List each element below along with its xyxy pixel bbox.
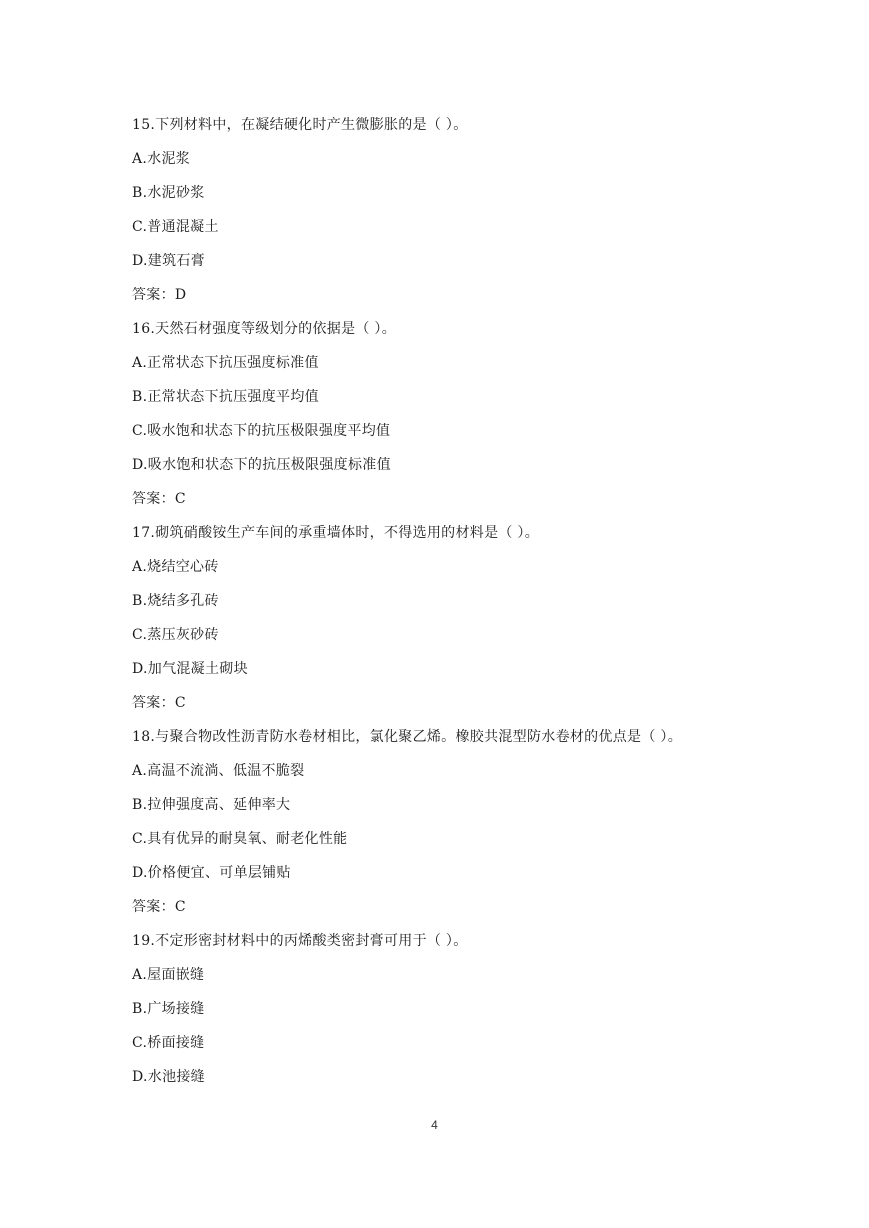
page-number: 4	[431, 1118, 438, 1132]
option-a: A.屋面嵌缝	[132, 967, 205, 983]
option-d: D.价格便宜、可单层铺贴	[132, 865, 291, 881]
option-b: B.正常状态下抗压强度平均值	[132, 389, 319, 405]
question-text: 19.不定形密封材料中的丙烯酸类密封膏可用于（ ）。	[132, 933, 468, 949]
option-b: B.拉伸强度高、延伸率大	[132, 797, 291, 813]
option-c: C.吸水饱和状态下的抗压极限强度平均值	[132, 423, 391, 439]
question-text: 15.下列材料中，在凝结硬化时产生微膨胀的是（ ）。	[132, 117, 468, 133]
option-c: C.普通混凝土	[132, 219, 219, 235]
option-b: B.烧结多孔砖	[132, 593, 219, 609]
option-c: C.桥面接缝	[132, 1035, 205, 1051]
option-a: A.正常状态下抗压强度标准值	[132, 355, 319, 371]
answer-text: 答案：D	[132, 287, 187, 303]
option-a: A.高温不流淌、低温不脆裂	[132, 763, 305, 779]
option-c: C.蒸压灰砂砖	[132, 627, 219, 643]
answer-text: 答案：C	[132, 491, 186, 507]
option-b: B.水泥砂浆	[132, 185, 205, 201]
option-d: D.吸水饱和状态下的抗压极限强度标准值	[132, 457, 391, 473]
answer-text: 答案：C	[132, 695, 186, 711]
question-text: 16.天然石材强度等级划分的依据是（ ）。	[132, 321, 397, 337]
option-a: A.烧结空心砖	[132, 559, 219, 575]
option-d: D.加气混凝土砌块	[132, 661, 248, 677]
answer-text: 答案：C	[132, 899, 186, 915]
option-d: D.水池接缝	[132, 1069, 205, 1085]
question-text: 18.与聚合物改性沥青防水卷材相比，氯化聚乙烯。橡胶共混型防水卷材的优点是（ ）。	[132, 729, 683, 745]
document-body	[132, 108, 752, 1094]
question-text: 17.砌筑硝酸铵生产车间的承重墙体时，不得选用的材料是（ ）。	[132, 525, 540, 541]
option-a: A.水泥浆	[132, 151, 191, 167]
option-d: D.建筑石膏	[132, 253, 205, 269]
option-c: C.具有优异的耐臭氧、耐老化性能	[132, 831, 348, 847]
option-b: B.广场接缝	[132, 1001, 205, 1017]
